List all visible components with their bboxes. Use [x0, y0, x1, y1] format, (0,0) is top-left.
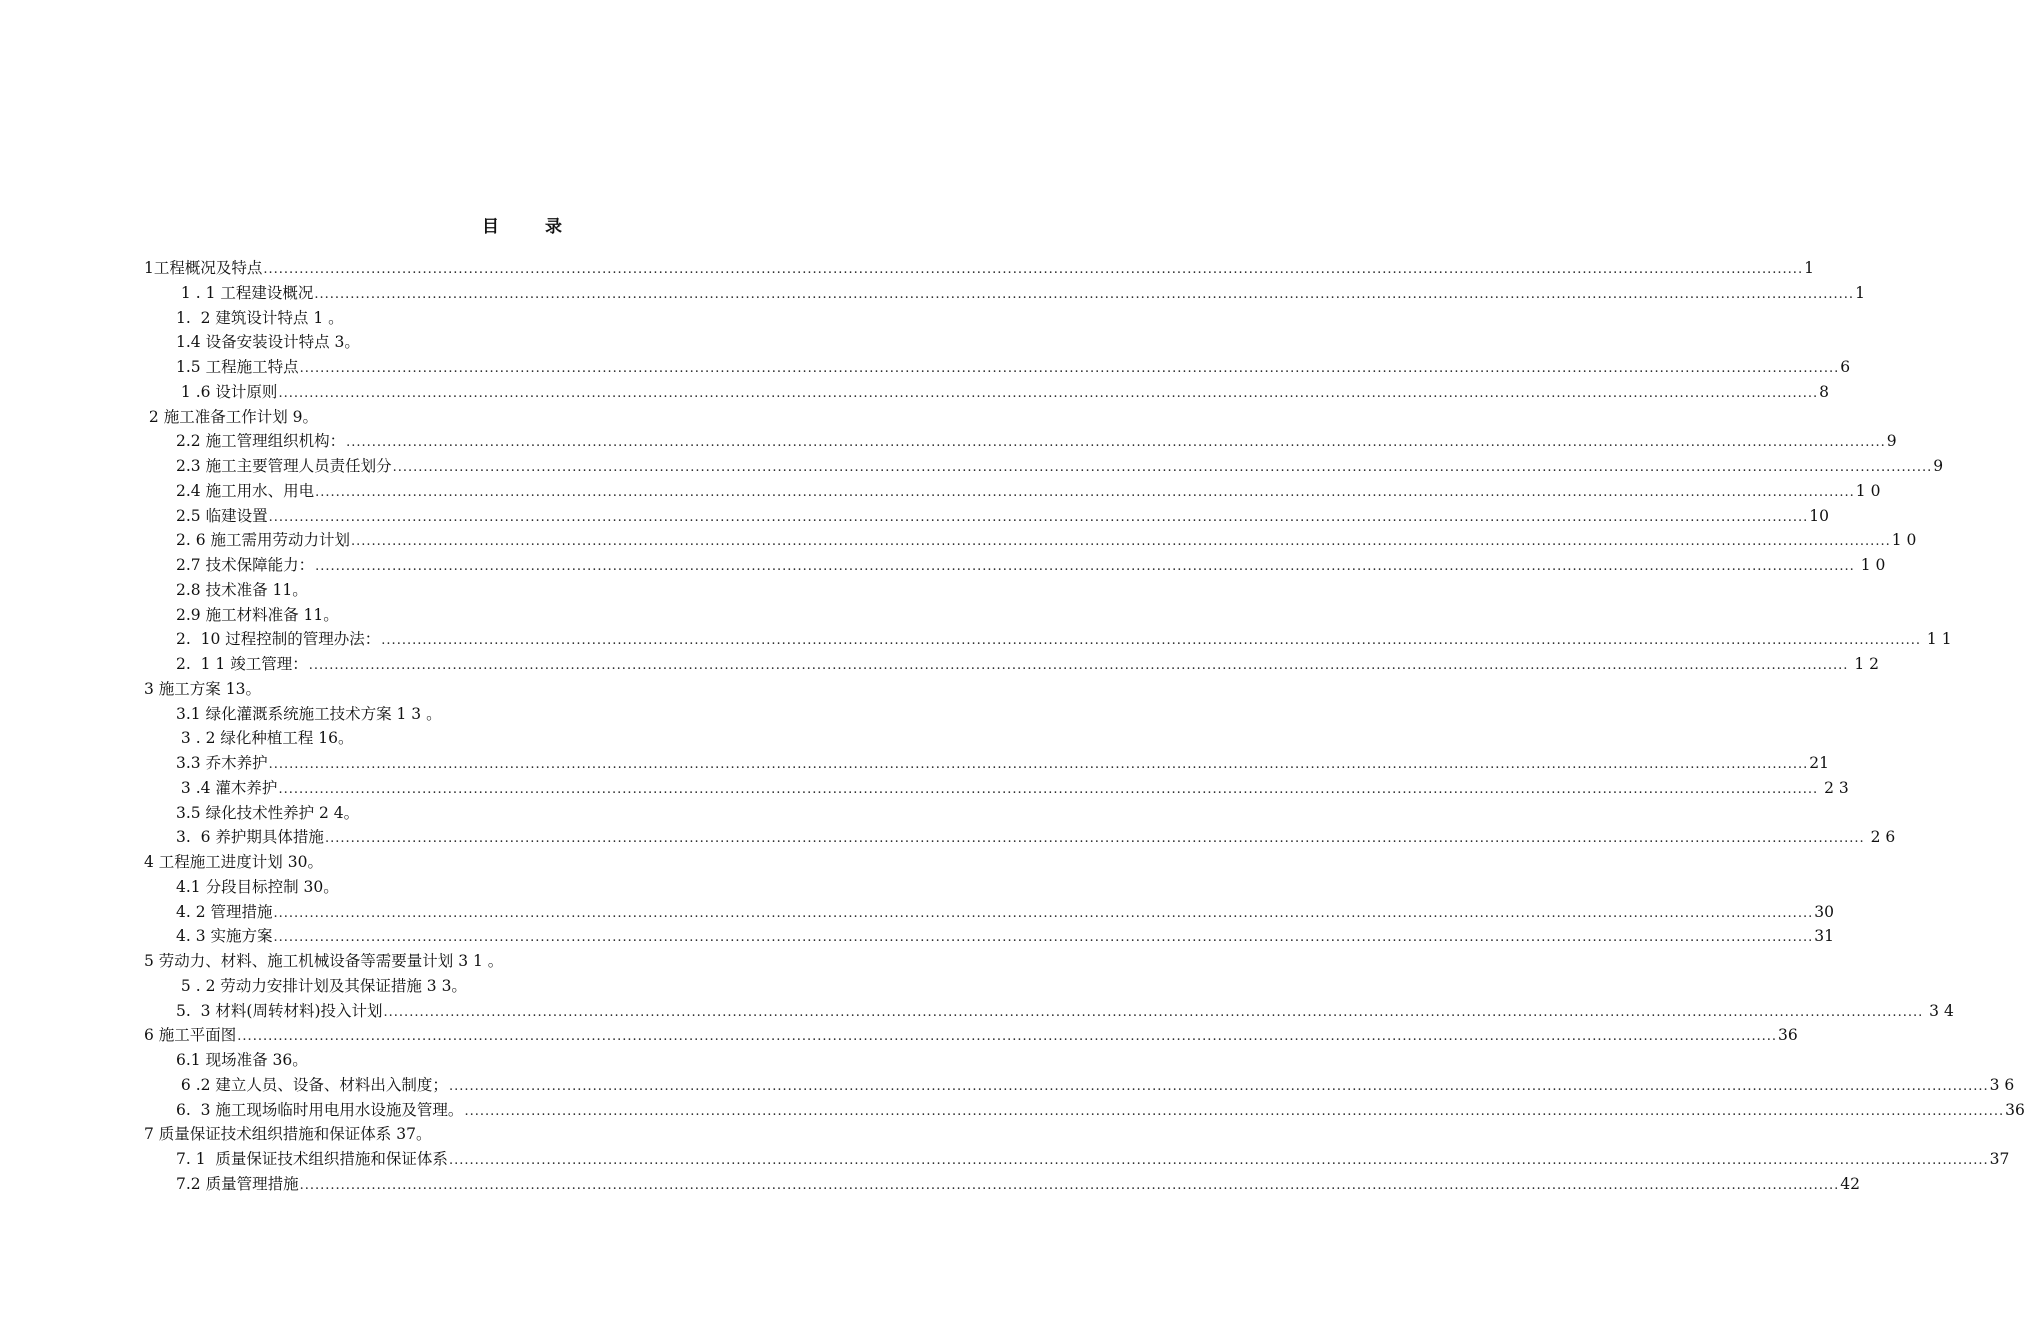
- toc-entry-text: 2.5 临建设置: [176, 506, 268, 525]
- toc-page-number: 31: [1814, 927, 1834, 946]
- toc-entry: [0, 850, 950, 875]
- toc-entry-text: 6.1 现场准备 36。: [176, 1051, 308, 1069]
- toc-entry-text: 1 . 1 工程建设概况: [176, 283, 314, 302]
- toc-entry-text: 2.2 施工管理组织机构：: [176, 432, 346, 451]
- toc-dot-leader: ............................................................................................................................................................................................................................................................................................................: [268, 757, 1809, 772]
- toc-dot-leader: ............................................................................................................................................................................................................................................................................................................: [273, 930, 1814, 946]
- toc-dot-leader: ............................................................................................................................................................................................................................................................................................................: [464, 1103, 2005, 1119]
- toc-page-number: 1: [1804, 259, 1814, 277]
- toc-entry: [0, 1023, 1798, 1048]
- toc-entry: [0, 553, 1886, 578]
- toc-entry: [0, 1122, 950, 1147]
- toc-entry: [0, 330, 950, 355]
- toc-entry-text: 2.4 施工用水、用电: [176, 481, 315, 500]
- toc-entry: [0, 1048, 950, 1073]
- toc-entry: [0, 1147, 2010, 1172]
- toc-entry-text: 4. 3 实施方案: [176, 927, 273, 946]
- toc-entry-text: 7 质量保证技术组织措施和保证体系 37。: [144, 1125, 432, 1144]
- toc-page-number: 21: [1809, 754, 1830, 772]
- toc-entry-text: 1工程概况及特点: [144, 259, 263, 277]
- toc-entry-text: 3 . 2 绿化种植工程 16。: [176, 729, 354, 748]
- toc-entry-text: 3.5 绿化技术性养护 2 4。: [176, 803, 360, 822]
- toc-entry: [0, 256, 1814, 281]
- toc-dot-leader: ............................................................................................................................................................................................................................................................................................................: [299, 1177, 1840, 1193]
- toc-page-number: 37: [1989, 1150, 2010, 1168]
- toc-dot-leader: ............................................................................................................................................................................................................................................................................................................: [268, 509, 1809, 525]
- toc-entry: [0, 751, 1830, 776]
- toc-entry: [0, 999, 1954, 1024]
- toc-entry-text: 2. 6 施工需用劳动力计划: [176, 531, 351, 550]
- toc-page-number: 2 6: [1865, 828, 1896, 847]
- toc-entry: [0, 355, 1851, 380]
- toc-dot-leader: ............................................................................................................................................................................................................................................................................................................: [383, 1004, 1924, 1020]
- toc-entry-text: 4. 2 管理措施: [176, 902, 273, 921]
- toc-dot-leader: ............................................................................................................................................................................................................................................................................................................: [299, 361, 1840, 376]
- toc-entry: [0, 677, 950, 702]
- toc-page-number: 30: [1814, 902, 1834, 921]
- toc-entry-text: 4.1 分段目标控制 30。: [176, 877, 339, 896]
- toc-entry-text: 2 施工准备工作计划 9。: [144, 407, 319, 426]
- toc-entry: [0, 801, 950, 826]
- toc-entry-text: 1. 2 建筑设计特点 1 。: [176, 308, 344, 327]
- toc-entry: [0, 900, 1834, 925]
- toc-entry: [0, 578, 950, 603]
- toc-entry-text: 7.2 质量管理措施: [176, 1174, 299, 1193]
- toc-entry: [0, 479, 1881, 504]
- toc-page-number: 1 0: [1855, 481, 1881, 500]
- toc-entry: [0, 1073, 2015, 1098]
- toc-entry: [0, 504, 1830, 529]
- toc-dot-leader: ............................................................................................................................................................................................................................................................................................................: [263, 262, 1804, 277]
- toc-page-number: 3 6: [1989, 1075, 2015, 1094]
- toc-entry-text: 2.8 技术准备 11。: [176, 580, 308, 599]
- toc-entry-text: 2. 10 过程控制的管理办法：: [176, 630, 381, 649]
- toc-entry: [0, 702, 950, 727]
- toc-entry: [0, 1172, 1861, 1197]
- toc-page-number: 8: [1819, 382, 1830, 401]
- toc-entry-text: 2.3 施工主要管理人员责任划分: [176, 457, 392, 475]
- toc-page-number: 9: [1933, 457, 1944, 475]
- toc-page-number: 6: [1840, 358, 1851, 376]
- toc-dot-leader: ............................................................................................................................................................................................................................................................................................................: [314, 286, 1855, 302]
- toc-entry: [0, 306, 950, 331]
- toc-entry: [0, 281, 1865, 306]
- toc-entry: [0, 528, 1917, 553]
- toc-entry-text: 5 . 2 劳动力安排计划及其保证措施 3 3。: [176, 976, 467, 995]
- toc-entry: [0, 380, 1830, 405]
- toc-dot-leader: ............................................................................................................................................................................................................................................................................................................: [315, 484, 1855, 500]
- toc-entry: [0, 454, 1944, 479]
- toc-dot-leader: ............................................................................................................................................................................................................................................................................................................: [308, 658, 1849, 673]
- toc-page-number: 1 0: [1855, 556, 1886, 574]
- table-of-contents: [0, 256, 2025, 1197]
- toc-page-number: 2 3: [1819, 778, 1849, 797]
- toc-entry: [0, 652, 1880, 677]
- toc-entry-text: 1 .6 设计原则: [176, 382, 278, 401]
- toc-entry-text: 3.3 乔木养护: [176, 754, 268, 772]
- toc-page-number: 3 4: [1924, 1001, 1954, 1020]
- toc-dot-leader: ............................................................................................................................................................................................................................................................................................................: [346, 435, 1886, 451]
- toc-dot-leader: ............................................................................................................................................................................................................................................................................................................: [237, 1029, 1777, 1045]
- toc-dot-leader: ............................................................................................................................................................................................................................................................................................................: [448, 1153, 1989, 1168]
- toc-dot-leader: ............................................................................................................................................................................................................................................................................................................: [315, 559, 1855, 574]
- toc-dot-leader: ............................................................................................................................................................................................................................................................................................................: [324, 831, 1865, 847]
- toc-entry-text: 7. 1 质量保证技术组织措施和保证体系: [176, 1150, 448, 1168]
- toc-entry: [0, 405, 950, 430]
- toc-title: 目 录: [482, 217, 582, 237]
- toc-entry: [0, 949, 950, 974]
- toc-page-number: 9: [1886, 432, 1897, 451]
- toc-entry: [0, 825, 1896, 850]
- toc-entry: [0, 924, 1834, 949]
- toc-page-number: 42: [1840, 1174, 1861, 1193]
- toc-entry-text: 6 .2 建立人员、设备、材料出入制度；: [176, 1075, 448, 1094]
- toc-page-number: 10: [1809, 506, 1830, 525]
- toc-entry: [0, 1098, 2025, 1123]
- toc-page-number: 1 1: [1922, 630, 1952, 649]
- toc-entry-text: 2.7 技术保障能力：: [176, 556, 315, 574]
- toc-dot-leader: ............................................................................................................................................................................................................................................................................................................: [448, 1078, 1989, 1094]
- toc-page-number: 1: [1855, 283, 1865, 302]
- toc-entry-text: 3.1 绿化灌溉系统施工技术方案 1 3 。: [176, 704, 442, 723]
- toc-entry-text: 3. 6 养护期具体措施: [176, 828, 324, 847]
- toc-entry-text: 6 施工平面图: [144, 1026, 237, 1045]
- toc-page-number: 36: [1778, 1026, 1798, 1045]
- toc-entry-text: 1.5 工程施工特点: [176, 358, 299, 376]
- toc-page-number: 1 0: [1891, 531, 1917, 550]
- toc-entry: [0, 974, 950, 999]
- toc-entry-text: 5 劳动力、材料、施工机械设备等需要量计划 3 1 。: [144, 952, 504, 970]
- toc-dot-leader: ............................................................................................................................................................................................................................................................................................................: [278, 385, 1819, 401]
- toc-entry-text: 1.4 设备安装设计特点 3。: [176, 333, 360, 352]
- toc-entry-text: 2.9 施工材料准备 11。: [176, 605, 339, 624]
- toc-entry-text: 4 工程施工进度计划 30。: [144, 853, 323, 871]
- toc-page-number: 36: [2005, 1100, 2025, 1119]
- toc-entry: [0, 726, 950, 751]
- toc-page-number: 1 2: [1849, 655, 1880, 673]
- toc-entry: [0, 875, 950, 900]
- toc-dot-leader: ............................................................................................................................................................................................................................................................................................................: [351, 534, 1891, 550]
- toc-dot-leader: ............................................................................................................................................................................................................................................................................................................: [273, 905, 1814, 921]
- toc-entry: [0, 603, 950, 628]
- toc-dot-leader: ............................................................................................................................................................................................................................................................................................................: [392, 460, 1933, 475]
- toc-entry: [0, 627, 1952, 652]
- toc-entry-text: 5. 3 材料(周转材料)投入计划: [176, 1001, 383, 1020]
- toc-entry-text: 2. 1 1 竣工管理：: [176, 655, 308, 673]
- toc-dot-leader: ............................................................................................................................................................................................................................................................................................................: [381, 633, 1921, 649]
- toc-entry: [0, 429, 1897, 454]
- toc-entry-text: 3 .4 灌木养护: [176, 778, 278, 797]
- toc-entry: [0, 776, 1849, 801]
- toc-entry-text: 3 施工方案 13。: [144, 679, 261, 698]
- toc-entry-text: 6. 3 施工现场临时用电用水设施及管理。: [176, 1100, 464, 1119]
- toc-dot-leader: ............................................................................................................................................................................................................................................................................................................: [278, 781, 1819, 797]
